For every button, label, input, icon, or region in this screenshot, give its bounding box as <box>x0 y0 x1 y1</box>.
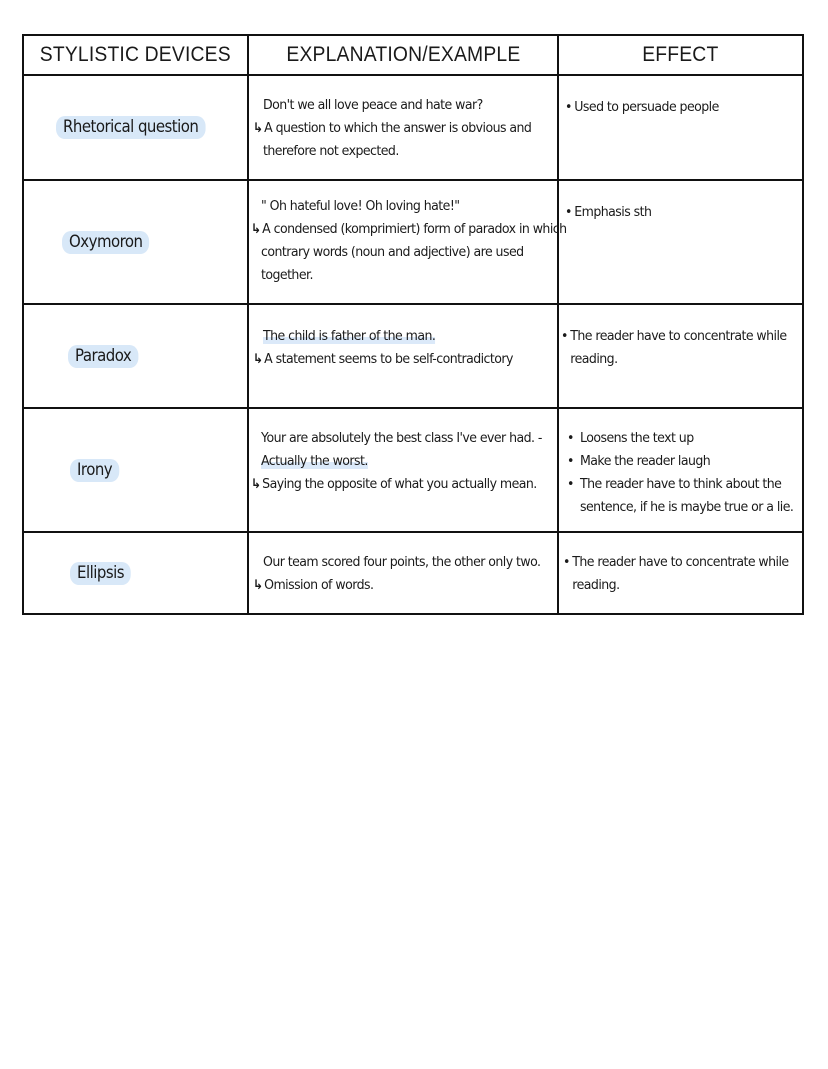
arrow-icon: ↳ <box>250 477 261 492</box>
effect-cell <box>558 408 803 532</box>
effect-item: sentence, if he is maybe true or a lie. <box>580 499 794 515</box>
effect-cell <box>558 304 803 408</box>
arrow-icon: ↳ <box>252 578 263 593</box>
example-text: Don't we all love peace and hate war? <box>262 97 483 113</box>
explanation-text: ↳ Saying the opposite of what you actually mean. <box>251 473 536 496</box>
effect-item: • The reader have to concentrate while <box>561 325 785 348</box>
bullet-icon: • <box>565 99 573 115</box>
device-name: Rhetorical question <box>56 116 205 139</box>
arrow-icon: ↳ <box>252 352 263 367</box>
device-name: Irony <box>70 459 119 482</box>
arrow-icon: ↳ <box>252 121 263 136</box>
effect-cell <box>558 180 803 304</box>
explanation-cell <box>248 532 559 614</box>
stylistic-devices-sheet <box>22 34 804 615</box>
table-row <box>23 180 803 304</box>
table-row <box>23 304 803 408</box>
effect-item: • Used to persuade people <box>565 96 785 119</box>
effect-item: reading. <box>572 577 620 593</box>
explanation-text: ↳ A condensed (komprimiert) form of paradox in which <box>251 218 536 241</box>
explanation-cell <box>248 408 559 532</box>
table-row <box>23 408 803 532</box>
header-effect: EFFECT <box>568 35 793 75</box>
explanation-cell <box>248 180 567 304</box>
header-row <box>23 35 803 75</box>
table-row <box>23 532 803 614</box>
example-text: Your are absolutely the best class I've ever had. - <box>260 430 542 446</box>
explanation-text: ↳ A statement seems to be self-contradictory <box>253 348 536 371</box>
bullet-icon: • <box>563 554 571 570</box>
bullet-icon: • <box>565 204 573 220</box>
header-explanation-example: EXPLANATION/EXAMPLE <box>260 35 546 75</box>
effect-item: • Loosens the text up <box>567 427 785 450</box>
bullet-icon: • <box>567 476 575 492</box>
explanation-text: ↳ Omission of words. <box>253 574 536 597</box>
effect-item: • The reader have to concentrate while <box>563 551 785 574</box>
example-text: Our team scored four points, the other only two. <box>262 554 541 570</box>
device-cell <box>23 408 248 532</box>
explanation-text: contrary words (noun and adjective) are used <box>260 244 524 260</box>
explanation-text: ↳ A question to which the answer is obvious and <box>253 117 536 140</box>
header-stylistic-devices: STYLISTIC DEVICES <box>32 35 239 75</box>
bullet-icon: • <box>567 453 575 469</box>
device-cell <box>23 304 248 408</box>
explanation-cell <box>248 304 559 408</box>
effect-item: • Emphasis sth <box>565 201 785 224</box>
explanation-text: therefore not expected. <box>262 143 399 159</box>
explanation-text: together. <box>260 267 313 283</box>
explanation-cell <box>248 75 559 180</box>
device-cell <box>23 75 248 180</box>
effect-item: • The reader have to think about the <box>567 473 785 496</box>
device-cell <box>23 532 248 614</box>
arrow-icon: ↳ <box>250 222 261 237</box>
stylistic-devices-table <box>22 34 804 615</box>
effect-cell <box>558 75 803 180</box>
device-cell <box>23 180 248 304</box>
effect-cell <box>558 532 803 614</box>
device-name: Ellipsis <box>70 562 131 585</box>
device-name: Paradox <box>68 345 138 368</box>
example-text: The child is father of the man. <box>262 328 435 344</box>
device-name: Oxymoron <box>62 231 150 254</box>
effect-item: • Make the reader laugh <box>567 450 785 473</box>
table-row <box>23 75 803 180</box>
bullet-icon: • <box>567 430 575 446</box>
effect-item: reading. <box>570 351 618 367</box>
example-text: " Oh hateful love! Oh loving hate!" <box>260 198 460 214</box>
example-text: Actually the worst. <box>260 453 368 469</box>
bullet-icon: • <box>561 328 569 344</box>
